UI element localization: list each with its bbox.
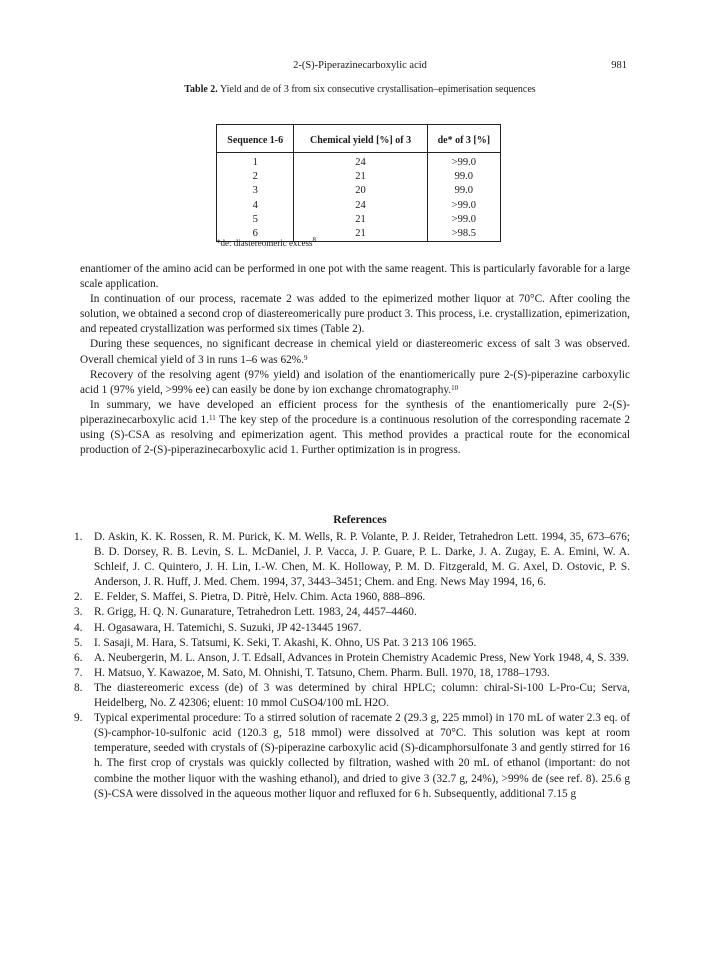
- running-title: 2-(S)-Piperazinecarboxylic acid: [293, 60, 427, 71]
- reference-item: [74, 666, 630, 681]
- cell-yield: 21: [294, 213, 427, 227]
- table-row: [217, 156, 501, 170]
- references-heading: References: [333, 514, 387, 526]
- cell-sequence: 2: [217, 170, 294, 184]
- reference-item: [74, 590, 630, 605]
- cell-sequence: 1: [217, 156, 294, 170]
- reference-item: [74, 651, 630, 666]
- table-caption: [0, 84, 720, 95]
- paragraph-text: During these sequences, no significant decrease in chemical yield or diastereomeric excess of salt 3 was observed. Overall chemical yield of 3 in runs 1–6 was 62%.: [80, 338, 630, 366]
- cell-de: 99.0: [427, 170, 500, 184]
- table-row: [217, 170, 501, 184]
- paragraph: [80, 398, 630, 458]
- yield-table: [216, 124, 501, 242]
- paragraph: In continuation of our process, racemate 2 was added to the epimerized mother liquor at 70°C. After cooling the solution, we obtained a second crop of diastereomerically pure product 3. This process, i.e. crystallization, epimerization, and repeated crystallization was performed six times (Table 2).: [80, 293, 630, 336]
- paragraph-text: The key step of the procedure is a continuous resolution of the corresponding racemate 2 using (S)-CSA as resolving and epimerization agent. This method provides a practical route for the economical production of 2-(S)-piperazinecarboxylic acid 1. Further optimization is in progress.: [80, 413, 630, 457]
- reference-text: A. Neubergerin, M. L. Anson, J. T. Edsall, Advances in Protein Chemistry Academic Press, New York 1948, 4, S. 339.: [94, 651, 629, 664]
- table-header-row: [217, 125, 501, 153]
- reference-text: Typical experimental procedure: To a stirred solution of racemate 2 (29.3 g, 225 mmol) in 170 mL of water 2.3 eq. of (S)-camphor-10-sulfonic acid (120.3 g, 518 mmol) were dissolved at 70°C. This solution was kept at room temperature, seeded with crystals of (S)-piperazine carboxylic acid (S)-dicamphorsulfonate 3 and gently stirred for 16 h. The first crop of crystals was quickly collected by filtration, washed with 20 mL of ethanol (important: do not combine the mother liquor with the washing ethanol), and dried to give 3 (32.7 g, 24%), >99% de (see ref. 8). 25.6 g (S)-CSA were dissolved in the aqueous mother liquor and refluxed for 6 h. Subsequently, additional 7.15 g: [94, 712, 630, 800]
- cell-sequence: 4: [217, 199, 294, 213]
- reference-text: H. Ogasawara, H. Tatemichi, S. Suzuki, JP 42-13445 1967.: [94, 621, 362, 634]
- paragraph: [80, 337, 630, 367]
- running-head: [0, 60, 720, 76]
- page-number: 981: [611, 60, 627, 71]
- reference-item: [74, 711, 630, 802]
- cell-yield: 21: [294, 170, 427, 184]
- reference-item: [74, 636, 630, 651]
- cell-de: 99.0: [427, 184, 500, 198]
- reference-text: D. Askin, K. K. Rossen, R. M. Purick, K. M. Wells, R. P. Volante, P. J. Reider, Tetrahedron Lett. 1994, 35, 673–676; B. D. Dorsey, R. B. Levin, S. L. McDaniel, J. P. Vacca, J. P. Guare, P. L. Darke, J. A. Zugay, E. A. Emini, W. A. Schleif, J. C. Quintero, J. H. Lin, I.-W. Chen, M. K. Holloway, P. M. D. Fitzgerald, M. G. Axel, D. Ostovic, P. S. Anderson, J. R. Huff, J. Med. Chem. 1994, 37, 3443–3451; Chem. and Eng. News May 1994, 16, 6.: [94, 531, 630, 589]
- paragraph: [80, 368, 630, 398]
- column-header-sequence: Sequence 1-6: [217, 125, 294, 153]
- cell-sequence: 6: [217, 227, 294, 242]
- reference-item: [74, 681, 630, 711]
- reference-text: R. Grigg, H. Q. N. Gunarature, Tetrahedron Lett. 1983, 24, 4457–4460.: [94, 606, 417, 619]
- citation-ref: 11: [209, 413, 216, 422]
- reference-number: 8.: [74, 681, 83, 694]
- reference-text: E. Felder, S. Maffei, S. Pietra, D. Pitrè, Helv. Chim. Acta 1960, 888–896.: [94, 591, 426, 604]
- cell-sequence: 5: [217, 213, 294, 227]
- table-row: [217, 199, 501, 213]
- reference-text: I. Sasaji, M. Hara, S. Tatsumi, K. Seki, T. Akashi, K. Ohno, US Pat. 3 213 106 1965.: [94, 636, 477, 649]
- table-row: [217, 184, 501, 198]
- table-footnote-ref: 8: [312, 236, 316, 244]
- cell-yield: 24: [294, 156, 427, 170]
- cell-de: >98.5: [427, 227, 500, 242]
- reference-number: 4.: [74, 621, 83, 634]
- reference-number: 2.: [74, 591, 83, 604]
- cell-yield: 24: [294, 199, 427, 213]
- reference-number: 9.: [74, 712, 83, 725]
- reference-number: 6.: [74, 651, 83, 664]
- reference-item: [74, 605, 630, 620]
- table-row: [217, 213, 501, 227]
- citation-ref: 9: [304, 353, 308, 362]
- table-footnote-text: *de: diastereomeric excess: [216, 238, 313, 248]
- cell-sequence: 3: [217, 184, 294, 198]
- citation-ref: 10: [451, 383, 459, 392]
- cell-de: >99.0: [427, 199, 500, 213]
- reference-item: [74, 530, 630, 590]
- table-caption-text: Yield and de of 3 from six consecutive crystallisation–epimerisation sequences: [217, 84, 536, 95]
- reference-text: The diastereomeric excess (de) of 3 was determined by chiral HPLC; column: chiral-Si-100 L-Pro-Cu; Serva, Heidelberg, No. Z 42306; eluent: 10 mmol CuSO4/100 mL H2O.: [94, 681, 630, 710]
- reference-number: 5.: [74, 636, 83, 649]
- reference-number: 3.: [74, 606, 83, 619]
- table-footnote: [216, 238, 316, 248]
- cell-yield: 20: [294, 184, 427, 198]
- column-header-yield: Chemical yield [%] of 3: [294, 125, 427, 153]
- paragraph-text: Recovery of the resolving agent (97% yield) and isolation of the enantiomerically pure 2-(S)-piperazine carboxylic acid 1 (97% yield, >99% ee) can easily be done by ion exchange chromatography.: [80, 368, 630, 396]
- body-text: [80, 262, 630, 458]
- reference-number: 7.: [74, 666, 83, 679]
- paragraph: enantiomer of the amino acid can be performed in one pot with the same reagent. This is particularly favorable for a large scale application.: [80, 263, 630, 291]
- cell-de: >99.0: [427, 156, 500, 170]
- cell-de: >99.0: [427, 213, 500, 227]
- column-header-de: de* of 3 [%]: [427, 125, 500, 153]
- reference-item: [74, 621, 630, 636]
- paragraph-text: In summary, we have developed an efficient process for the synthesis of the enantiomerically pure 2-(S)-piperazinecarboxylic acid 1.: [80, 398, 630, 426]
- cell-yield: 21: [294, 227, 427, 242]
- references-list: [74, 530, 630, 802]
- reference-text: H. Matsuo, Y. Kawazoe, M. Sato, M. Ohnishi, T. Tatsuno, Chem. Pharm. Bull. 1970, 18, 1788–1793.: [94, 666, 550, 679]
- reference-number: 1.: [74, 531, 83, 543]
- table-caption-label: Table 2.: [184, 84, 218, 95]
